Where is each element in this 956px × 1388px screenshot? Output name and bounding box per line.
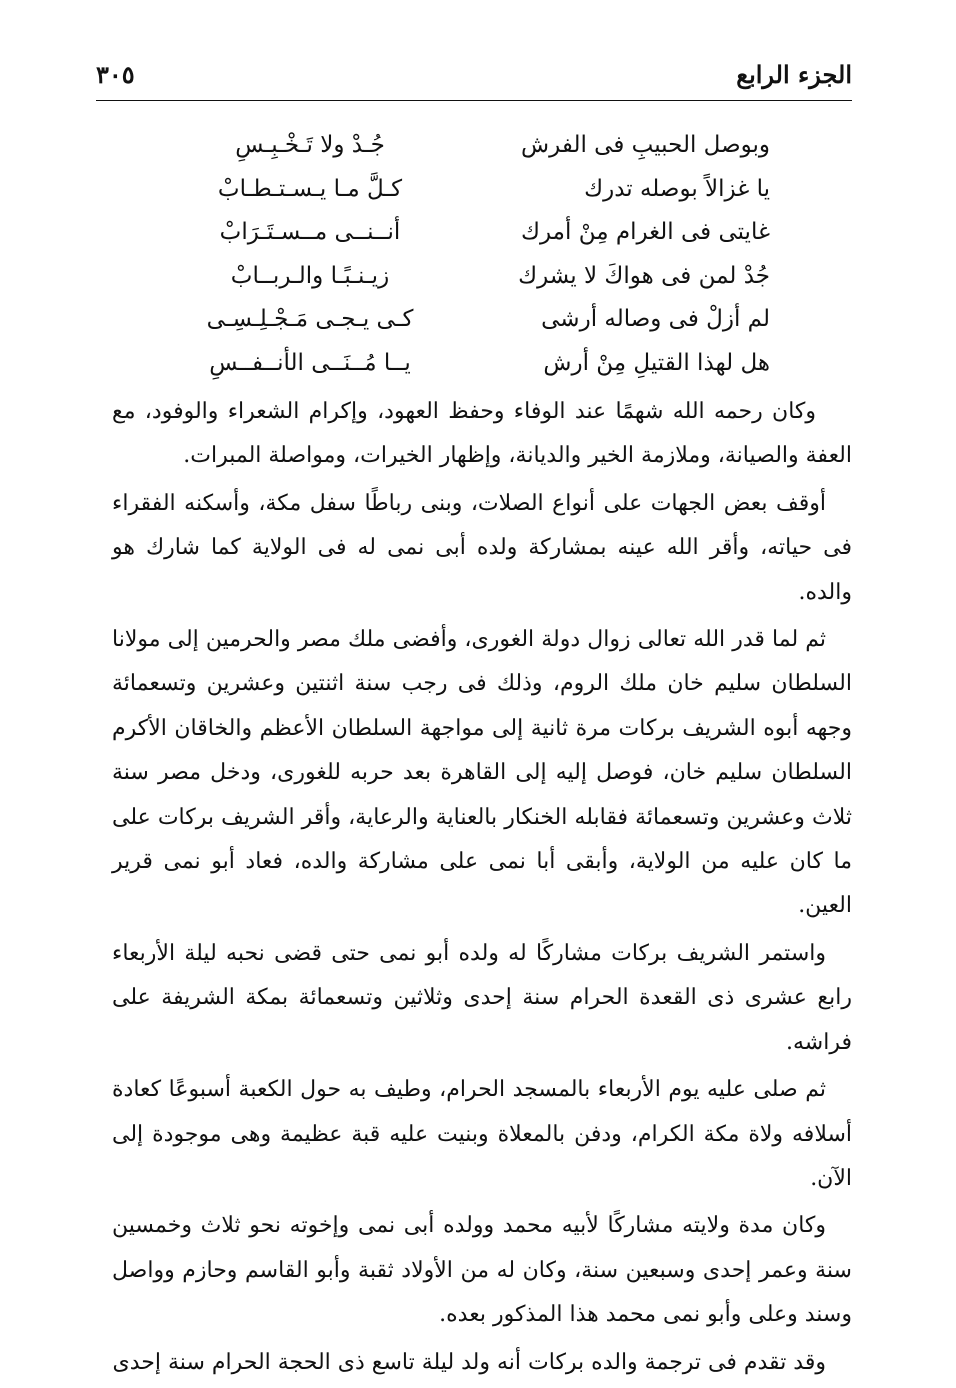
paragraph: واستمر الشريف بركات مشاركًا له ولده أبو نمى حتى قضى نحبه ليلة الأربعاء رابع عشرى ذى القعدة الحرام سنة إحدى وثلاثين وتسعمائة بمكة الشريفة على فراشه. bbox=[112, 940, 852, 1055]
verse-second-hemistich: جُـدْ ولا تَـخْـبِـسِ bbox=[235, 132, 385, 158]
poem-verse bbox=[180, 300, 770, 344]
poem-block bbox=[180, 126, 770, 387]
verse-second-hemistich: زيـنـبًـا والـربــابْ bbox=[230, 262, 390, 289]
verse-first-hemistich: هل لهذا القتيلِ مِنْ أرش bbox=[543, 349, 770, 376]
verse-first-hemistich: لم أزلْ فى وصاله أرشى bbox=[541, 306, 770, 332]
page-header bbox=[96, 56, 852, 100]
verse-second-hemistich: كـى يـجـى مَـجْـلِـسِـى bbox=[206, 306, 414, 332]
verse-second-hemistich: يــا مُــنَــى الأنــفــسِ bbox=[209, 349, 411, 376]
verse-first-hemistich: غايتى فى الغرام مِنْ أمرك bbox=[521, 219, 770, 245]
paragraph: ثم صلى عليه يوم الأربعاء بالمسجد الحرام، وطيف به حول الكعبة أسبوعًا كعادة أسلافه ولاة مكة الكرام، ودفن بالمعلاة وبنيت عليه قبة عظيمة وهى موجودة إلى الآن. bbox=[112, 1077, 852, 1191]
verse-first-hemistich: يا غزالاً بوصله تدرك bbox=[584, 175, 770, 202]
paragraph: ثم لما قدر الله تعالى زوال دولة الغورى، وأفضى ملك مصر والحرمين إلى مولانا السلطان سليم خان ملك الروم، وذلك فى رجب سنة اثنتين وعشرين وتسعمائة وجهه أبوه الشريف بركات مرة ثانية إلى مواجهة السلطان الأعظم والخاقان الأكرم السلطان سليم خان، فوصل إليه إلى القاهرة بعد حربه للغورى، ودخل مصر سنة ثلاث وعشرين وتسعمائة فقابله الخنكار بالعناية والرعاية، وأقر الشريف بركات على ما كان عليه من الولاية، وأبقى أبا نمى على مشاركة والده، فعاد أبو نمى قرير العين. bbox=[112, 627, 852, 919]
poem-verse bbox=[180, 344, 770, 388]
verse-first-hemistich: جُدْ لمن فى هواكَ لا يشرك bbox=[518, 262, 770, 289]
body-text bbox=[112, 390, 852, 1388]
poem-verse bbox=[180, 213, 770, 257]
header-divider bbox=[96, 100, 852, 101]
poem-verse bbox=[180, 126, 770, 170]
poem-verse bbox=[180, 170, 770, 214]
poem-verse bbox=[180, 257, 770, 301]
verse-second-hemistich: كـلَّ مـا يـسـتـطـابْ bbox=[217, 175, 403, 202]
verse-second-hemistich: أنــنــى مــسـتَـرَابْ bbox=[219, 219, 401, 245]
verse-first-hemistich: وبوصل الحبيبِ فى الفرش bbox=[521, 132, 770, 158]
running-title: الجزء الرابع bbox=[736, 60, 852, 89]
page-number: ٣٠٥ bbox=[96, 60, 135, 89]
paragraph: وقد تقدم فى ترجمة والده بركات أنه ولد ليلة تاسع ذى الحجة الحرام سنة إحدى bbox=[112, 1349, 826, 1375]
paragraph: وكان رحمه الله شهمًا عند الوفاء وحفظ العهود، وإكرام الشعراء والوفود، مع العفة والصيانة، وملازمة الخير والديانة، وإظهار الخيرات، ومواصلة المبرات. bbox=[112, 399, 852, 469]
paragraph: أوقف بعض الجهات على أنواع الصلات، وبنى رباطًا سفل مكة، وأسكنه الفقراء فى حياته، وأقر الله عينه بمشاركة ولده أبى نمى له فى الولاية كما شارك هو والده. bbox=[112, 490, 852, 605]
paragraph: وكان مدة ولايته مشاركًا لأبيه محمد وولده أبى نمى وإخوته نحو ثلاث وخمسين سنة وعمر إحدى وسبعين سنة، وكان له من الأولاد ثقبة وأبو القاسم وحازم وواصل وسند وعلى وأبو نمى محمد هذا المذكور بعده. bbox=[112, 1213, 852, 1328]
